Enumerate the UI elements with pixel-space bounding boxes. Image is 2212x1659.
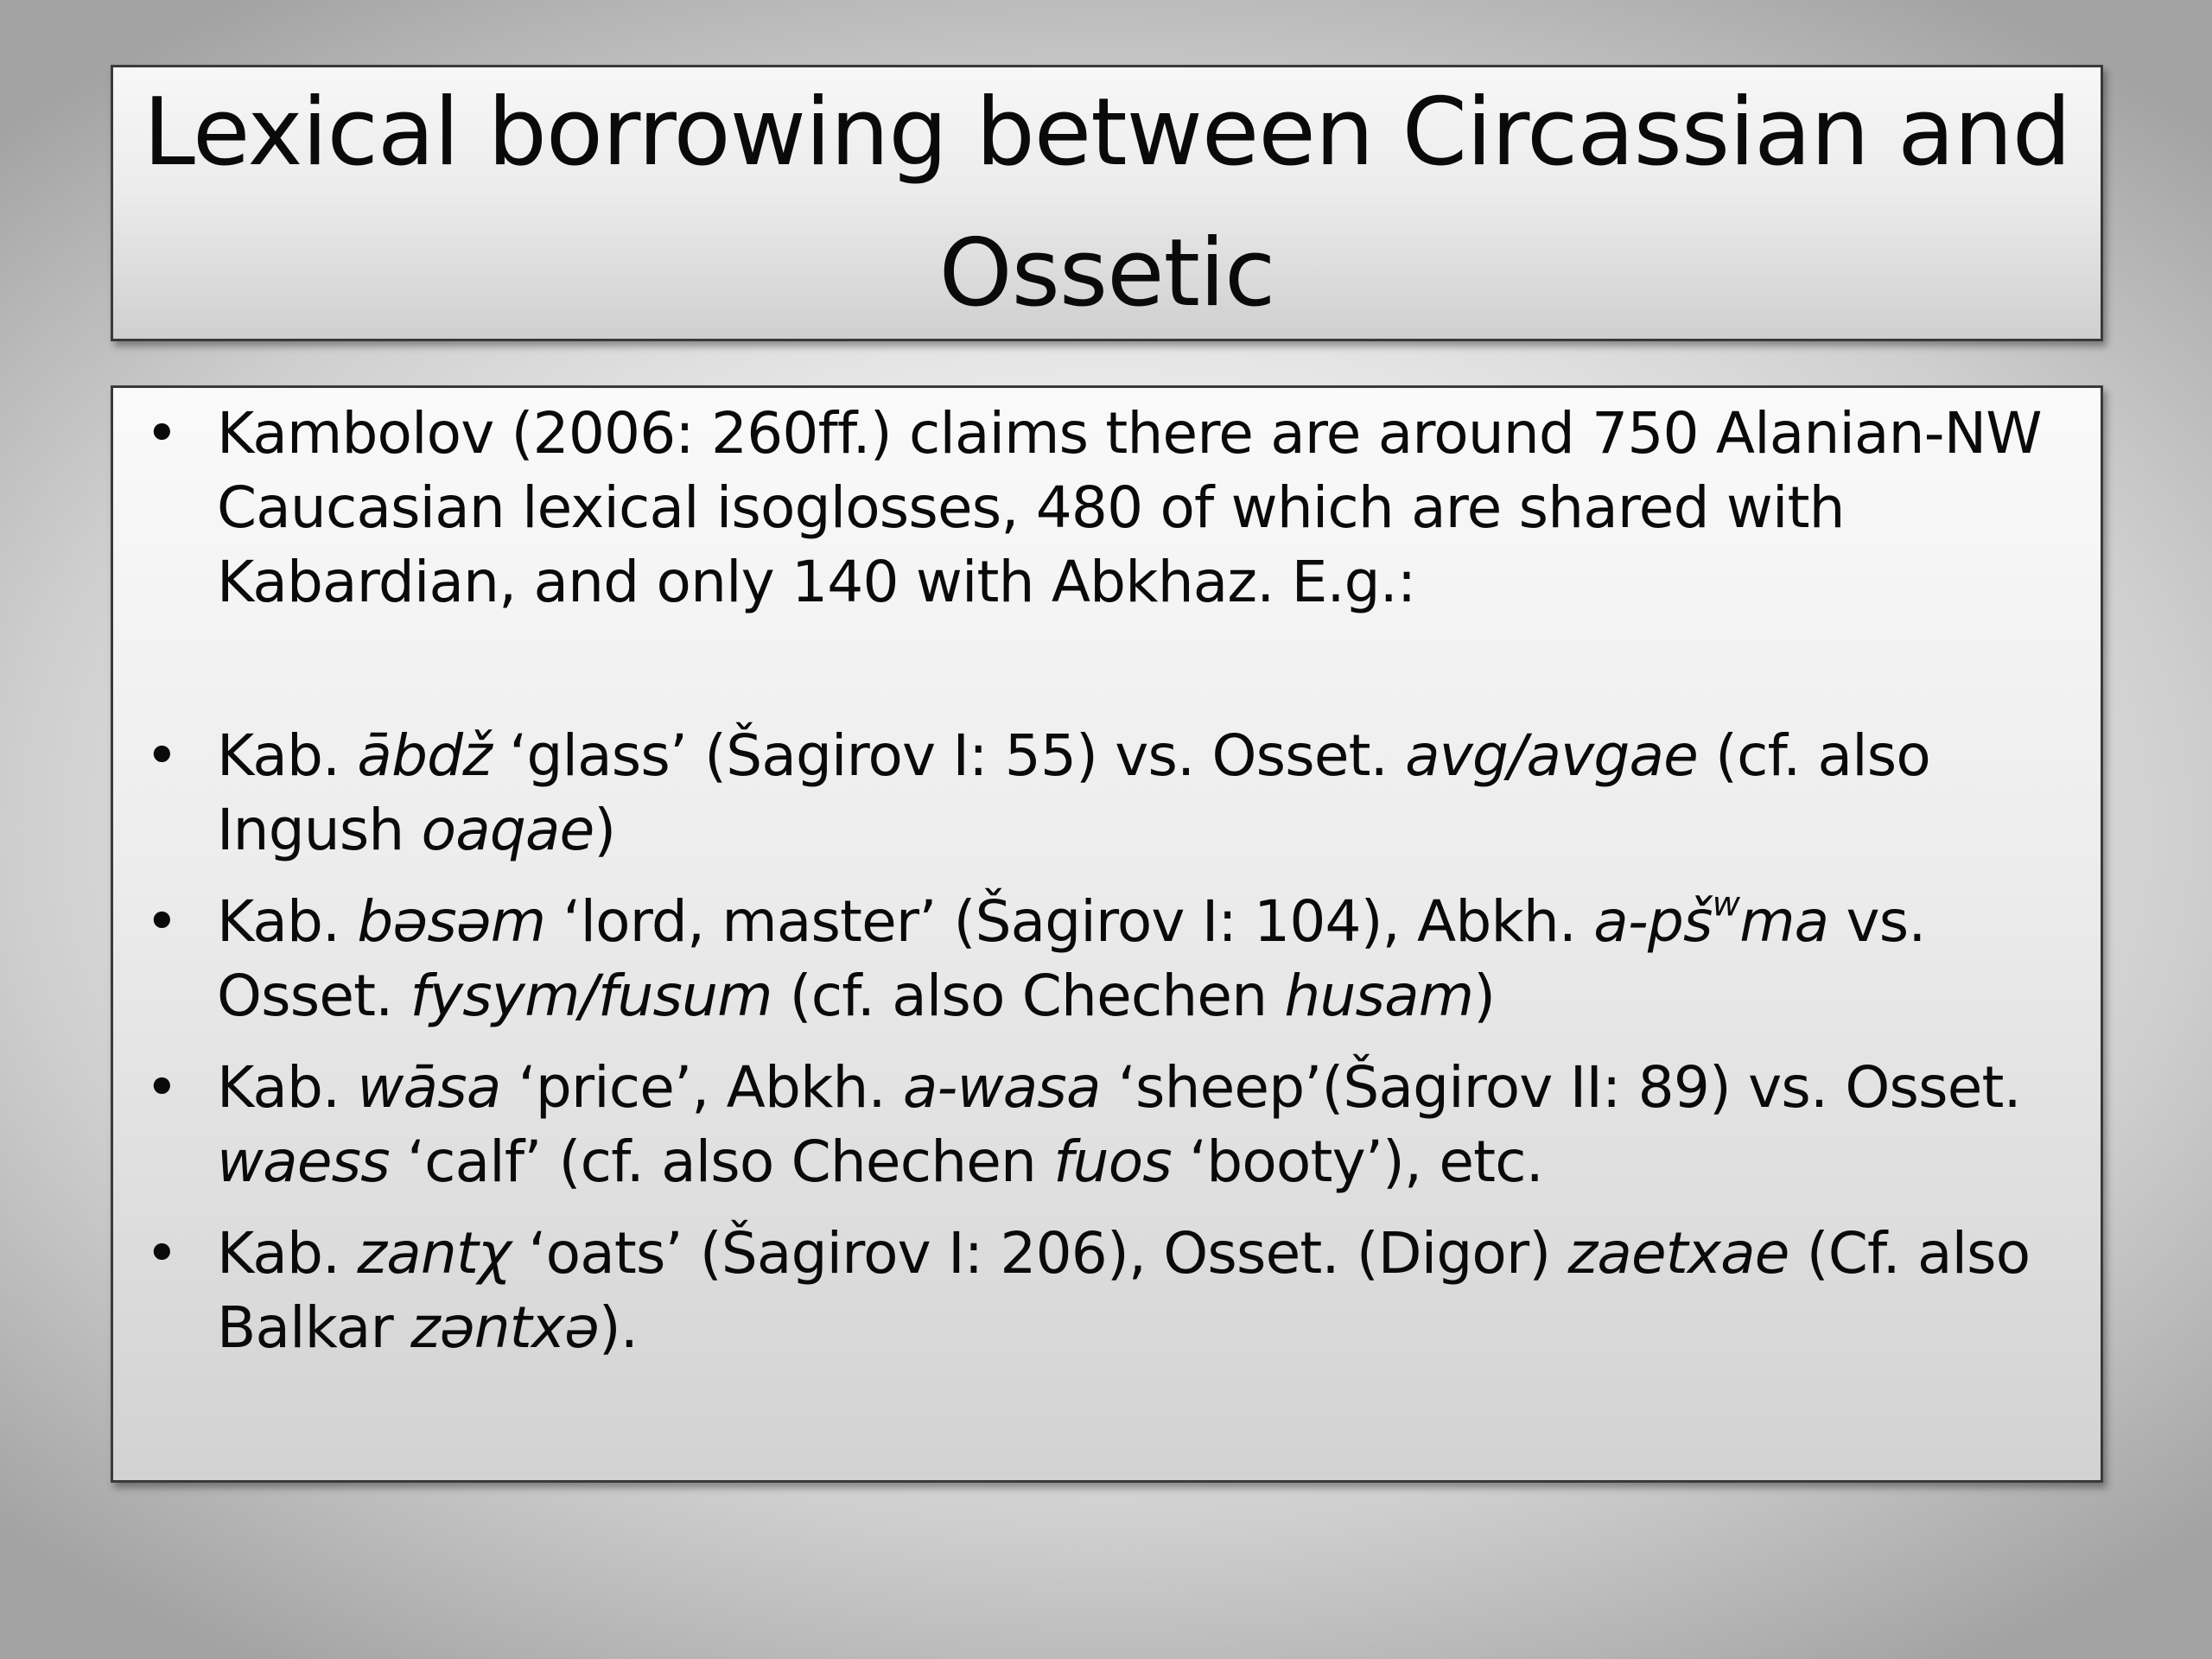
bullet-item-glass xyxy=(113,719,2101,868)
bullet-text-segment: Kab. xyxy=(217,1220,358,1287)
bullet-text-segment: ‘price’, Abkh. xyxy=(500,1054,903,1121)
italic-term: zaetxae xyxy=(1567,1220,1789,1287)
bullet-item-price xyxy=(113,1051,2101,1199)
bullet-text: Kambolov (2006: 260ff.) claims there are around 750 Alanian-NW Caucasian lexical isoglosses, 480 of which are shared with Kabardian, and only 140 with Abkhaz. E.g.: xyxy=(217,400,2042,615)
bullet-dot: • xyxy=(144,1054,179,1121)
bullet-item-kambolov xyxy=(113,397,2101,620)
bullet-text-segment: vs. Osset. xyxy=(217,888,1926,1029)
bullet-text-segment: ‘booty’), etc. xyxy=(1171,1128,1543,1195)
italic-term: fuos xyxy=(1053,1128,1172,1195)
italic-term: husam xyxy=(1284,963,1474,1029)
bullet-text-segment: ‘oats’ (Šagirov I: 206), Osset. (Digor) xyxy=(511,1220,1568,1287)
bullet-text-segment: ) xyxy=(1473,963,1496,1029)
bullet-dot: • xyxy=(144,1220,179,1287)
italic-term: zantχ xyxy=(357,1220,512,1287)
bullet-dot: • xyxy=(144,888,179,955)
italic-term: oaqae xyxy=(421,797,594,863)
italic-term: avg/avgae xyxy=(1405,722,1698,789)
italic-term: zəntxə xyxy=(410,1294,599,1361)
slide-title: Lexical borrowing between Circassian and Ossetic xyxy=(143,79,2071,327)
bullet-text-segment: ‘lord, master’ (Šagirov I: 104), Abkh. xyxy=(545,888,1594,955)
bullet-text-segment: ). xyxy=(598,1294,639,1361)
italic-term: ābdž xyxy=(357,722,493,789)
bullet-text-segment: ‘calf’ (cf. also Chechen xyxy=(389,1128,1054,1195)
bullet-dot: • xyxy=(144,400,179,467)
bullet-dot: • xyxy=(144,722,179,789)
bullet-text-segment: Kab. xyxy=(217,722,358,789)
bullet-text-segment: Kab. xyxy=(217,1054,358,1121)
bullet-text-segment: ‘glass’ (Šagirov I: 55) vs. Osset. xyxy=(492,722,1406,789)
italic-term: wāsa xyxy=(357,1054,501,1121)
bullet-text-segment: (cf. also Chechen xyxy=(772,963,1285,1029)
italic-term: bəsəm xyxy=(357,888,546,955)
bullet-list xyxy=(113,397,2101,1382)
bullet-item-lord xyxy=(113,885,2101,1033)
italic-term-part: ma xyxy=(1739,888,1829,955)
italic-term xyxy=(1593,884,1829,955)
content-placeholder xyxy=(111,385,2103,1483)
italic-term-part: a-pš xyxy=(1593,888,1713,955)
italic-term: waess xyxy=(217,1128,390,1195)
bullet-text-segment: Kab. xyxy=(217,888,358,955)
superscript-w: w xyxy=(1712,884,1740,925)
bullet-text-segment: (Cf. also Balkar xyxy=(217,1220,2031,1361)
italic-term: a-wasa xyxy=(902,1054,1101,1121)
bullet-text-segment: ) xyxy=(594,797,616,863)
title-placeholder xyxy=(111,65,2103,341)
italic-term: fysym/fusum xyxy=(410,963,772,1029)
bullet-text-segment: ‘sheep’(Šagirov II: 89) vs. Osset. xyxy=(1100,1054,2021,1121)
bullet-item-oats xyxy=(113,1217,2101,1365)
bullet-text-segment: (cf. also Ingush xyxy=(217,722,1930,863)
